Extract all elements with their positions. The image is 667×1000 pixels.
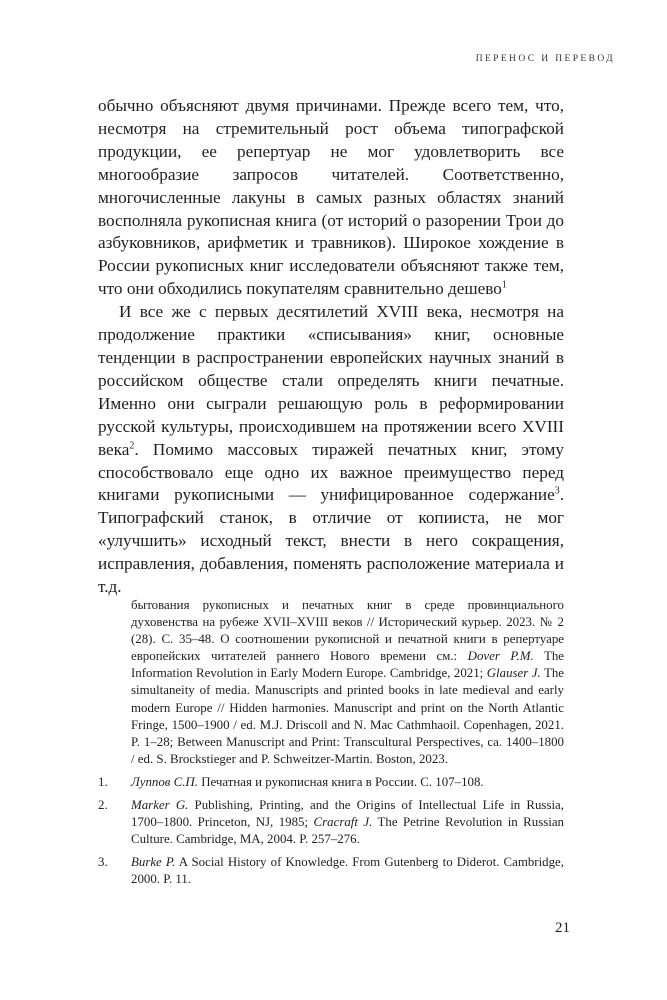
footnote-author: Burke P. (131, 855, 176, 870)
footnote-number: 3. (98, 855, 108, 870)
footnote-author: Marker G. (131, 798, 189, 813)
footnote-number: 2. (98, 798, 108, 813)
footnote-2 (98, 797, 564, 848)
main-text (98, 95, 564, 599)
paragraph-2-text-b: . Помимо массовых тиражей печатных книг, этому способствовало еще одно их важное преимущество перед книгами рукописными — унифицированное содержание (98, 439, 564, 505)
footnote-ref-1[interactable]: 1 (501, 279, 507, 291)
footnote-cont-text-3: The simultaneity of media. Manuscripts and printed books in late medieval and early modern Europe // Hidden harmonies. Manuscript and print on the North Atlantic Fringe, 1500–1900 / ed. M.J. Driscoll and N. Mac Cathmhaoil. Copenhagen, 2021. P. 1–28; Between Manuscript and Print: Transcultural Perspectives, ca. 1400–1800 / ed. S. Brockstieger and P. Schweitzer-Martin. Boston, 2023. (131, 666, 565, 766)
footnote-cont-author-1: Dover P.M. (467, 649, 534, 664)
paragraph-2-text-a: И все же с первых десятилетий XVIII века, несмотря на продолжение практики «списывания» книг, основные тенденции в распространении европейских научных знаний в российском обществе стали определять книги печатные. Именно они сыграли решающую роль в реформировании русской культуры, происходившем на протяжении всего XVIII века (98, 302, 564, 459)
footnote-cont-text-2: The Information Revolution in Early Modern Europe. Cambridge, 2021; (131, 649, 564, 681)
footnote-ref-3[interactable]: 3 (554, 485, 560, 497)
footnote-author: Луппов С.П. (131, 774, 198, 789)
footnote-cont-text-1: бытования рукописных и печатных книг в среде провинциального духовенства на рубеже XVII–XVIII веков // Исторический курьер. 2023. № 2 (28). С. 35–48. О соотношении рукописной и печатной книги в репертуаре европейских читателей раннего Нового времени см.: (131, 598, 564, 664)
paragraph-2-text-c: . Типографский станок, в отличие от копииста, не мог «улучшить» исходный текст, внести в него сокращения, исправления, добавления, поменять расположение материала и т.д. (98, 485, 564, 597)
paragraph-2 (98, 301, 564, 599)
footnote-3 (98, 854, 564, 888)
footnote-text-2: The Petrine Revolution in Russian Culture. Cambridge, MA, 2004. P. 257–276. (131, 815, 564, 847)
footnote-ref-2[interactable]: 2 (129, 439, 135, 451)
footnote-number: 1. (98, 774, 108, 789)
running-head: ПЕРЕНОС И ПЕРЕВОД (475, 54, 615, 64)
footnote-text: Publishing, Printing, and the Origins of Intellectual Life in Russia, 1700–1800. Princeton, NJ, 1985; (131, 798, 564, 830)
footnote-1 (98, 774, 564, 791)
footnote-text: Печатная и рукописная книга в России. С. 107–108. (197, 774, 484, 789)
footnotes (98, 597, 564, 895)
page-number: 21 (555, 920, 570, 936)
footnote-continuation (131, 597, 564, 768)
paragraph-1 (98, 95, 564, 301)
footnote-text: A Social History of Knowledge. From Gutenberg to Diderot. Cambridge, 2000. P. 11. (131, 855, 565, 887)
footnote-author-2: Cracraft J. (313, 815, 373, 830)
footnote-cont-author-2: Glauser J. (486, 666, 541, 681)
paragraph-1-text: обычно объясняют двумя причинами. Прежде всего тем, что, несмотря на стремительный рост объема типографской продукции, ее репертуар не мог удовлетворить все многообразие запросов читателей. Соответственно, многочисленные лакуны в самых разных областях знаний восполняла рукописная книга (от историй о разорении Трои до азбуковников, арифметик и травников). Широкое хождение в России рукописных книг исследователи объясняют также тем, что они обходились покупателям сравнительно дешево (98, 96, 564, 299)
